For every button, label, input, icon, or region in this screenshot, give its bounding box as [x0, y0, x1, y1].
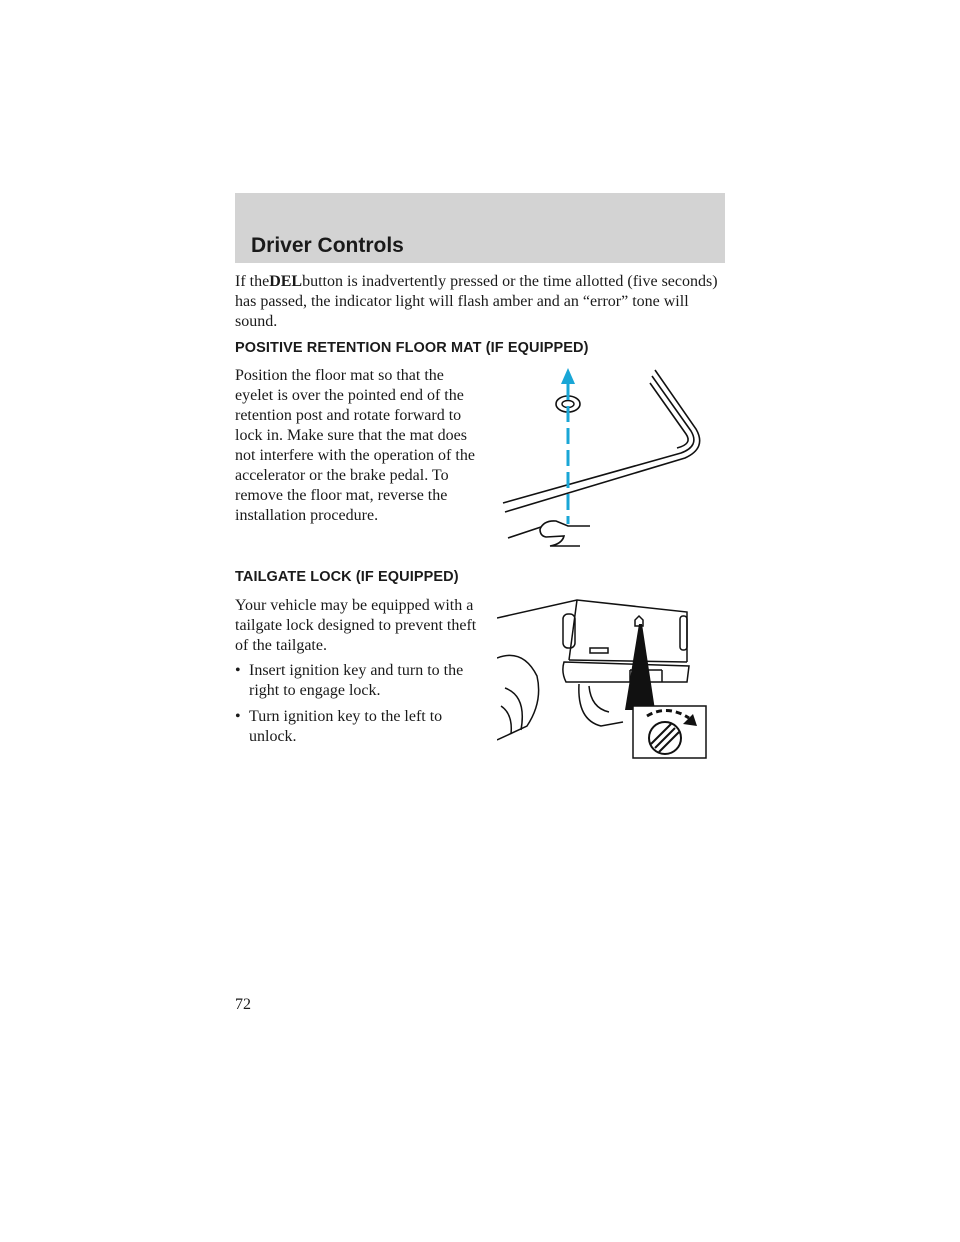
list-item [235, 707, 485, 747]
retention-post-base [540, 529, 580, 546]
floor-mat-paragraph: Position the floor mat so that the eyelet is over the pointed end of the retention post and rotate forward to lock in. Make sure that the mat does not interfere with the operation of the accelerator or the brake pedal. To remove the floor mat, reverse the installation procedure. [235, 367, 475, 524]
tailgate-side-edge [569, 600, 577, 660]
callout-wedge [625, 624, 655, 710]
tailgate-lock-illustration [497, 598, 709, 760]
intro-suffix: button is inadvertently pressed or the time allotted (five seconds) has passed, the indicator light will flash amber and an “error” tone will sound. [235, 273, 718, 330]
bullet-text: Insert ignition key and turn to the right to engage lock. [249, 662, 464, 699]
page-number: 72 [235, 996, 251, 1013]
tailgate-paragraph: Your vehicle may be equipped with a tailgate lock designed to prevent theft of the tailgate. [235, 597, 477, 654]
tailgate-heading: TAILGATE LOCK (IF EQUIPPED) [235, 569, 459, 585]
rear-bumper [563, 662, 689, 682]
bullet-glyph: • [235, 708, 241, 725]
tailgate-bottom-edge [569, 660, 687, 662]
floor-mat-heading: POSITIVE RETENTION FLOOR MAT (IF EQUIPPED) [235, 340, 589, 356]
header-bar [235, 193, 725, 263]
mat-edge-back [650, 383, 688, 448]
floor-mat-illustration [500, 364, 720, 554]
retention-post [540, 521, 590, 529]
list-item [235, 661, 485, 701]
tailgate-instructions-list [235, 661, 485, 753]
up-arrow-icon [561, 368, 575, 384]
tail-light-right [680, 616, 687, 650]
rear-tire-outer [505, 688, 522, 730]
mat-edge-outer [505, 370, 700, 512]
spare-tire-outer [579, 684, 623, 726]
page-title: Driver Controls [251, 234, 404, 257]
intro-prefix: If the [235, 273, 270, 290]
spare-tire-inner [589, 686, 609, 712]
del-button-label: DEL [269, 273, 303, 290]
intro-paragraph [235, 272, 725, 332]
bullet-glyph: • [235, 662, 241, 679]
bullet-text: Turn ignition key to the left to unlock. [249, 708, 443, 745]
license-lamp [590, 648, 608, 653]
rear-tire-inner [501, 706, 511, 734]
